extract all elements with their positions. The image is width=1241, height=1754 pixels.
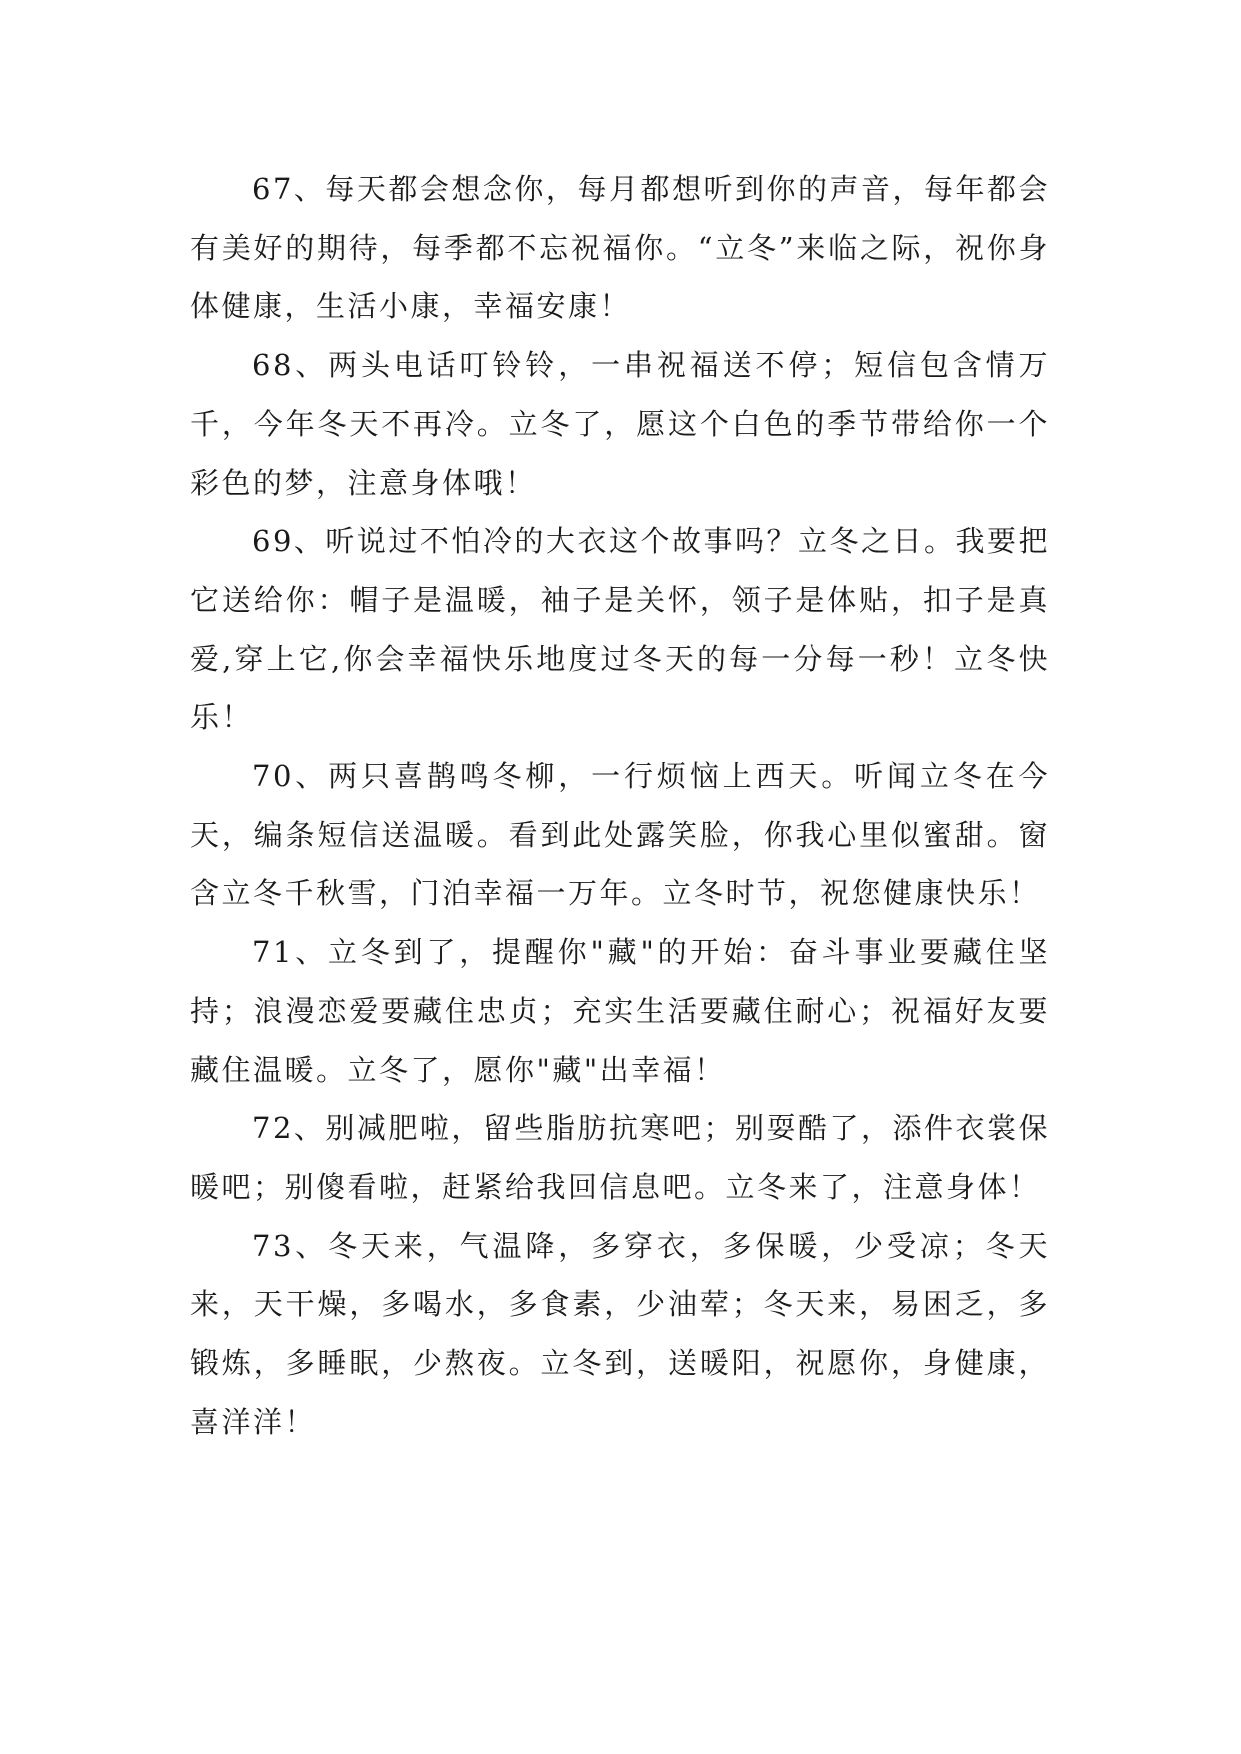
paragraph-68: 68、两头电话叮铃铃，一串祝福送不停；短信包含情万千，今年冬天不再冷。立冬了，愿这个白色的季节带给你一个彩色的梦，注意身体哦！ [190,348,1050,500]
paragraph-73: 73、冬天来，气温降，多穿衣，多保暖，少受凉；冬天来，天干燥，多喝水，多食素，少油荤；冬天来，易困乏，多锻炼，多睡眠，少熬夜。立冬到，送暖阳，祝愿你，身健康，喜洋洋！ [190,1228,1050,1439]
paragraph-69: 69、听说过不怕冷的大衣这个故事吗？立冬之日。我要把它送给你：帽子是温暖，袖子是关怀，领子是体贴，扣子是真爱,穿上它,你会幸福快乐地度过冬天的每一分每一秒！立冬快乐！ [190,524,1050,735]
paragraph-72: 72、别减肥啦，留些脂肪抗寒吧；别耍酷了，添件衣裳保暖吧；别傻看啦，赶紧给我回信息吧。立冬来了，注意身体！ [190,1111,1050,1204]
paragraph-71: 71、立冬到了，提醒你"藏"的开始：奋斗事业要藏住坚持；浪漫恋爱要藏住忠贞；充实生活要藏住耐心；祝福好友要藏住温暖。立冬了，愿你"藏"出幸福！ [190,935,1050,1087]
paragraph-70: 70、两只喜鹊鸣冬柳，一行烦恼上西天。听闻立冬在今天，编条短信送温暖。看到此处露笑脸，你我心里似蜜甜。窗含立冬千秋雪，门泊幸福一万年。立冬时节，祝您健康快乐！ [190,759,1050,911]
paragraph-67: 67、每天都会想念你，每月都想听到你的声音，每年都会有美好的期待，每季都不忘祝福你。“立冬”来临之际，祝你身体健康，生活小康，幸福安康！ [190,172,1050,324]
document-body [190,160,1050,1451]
